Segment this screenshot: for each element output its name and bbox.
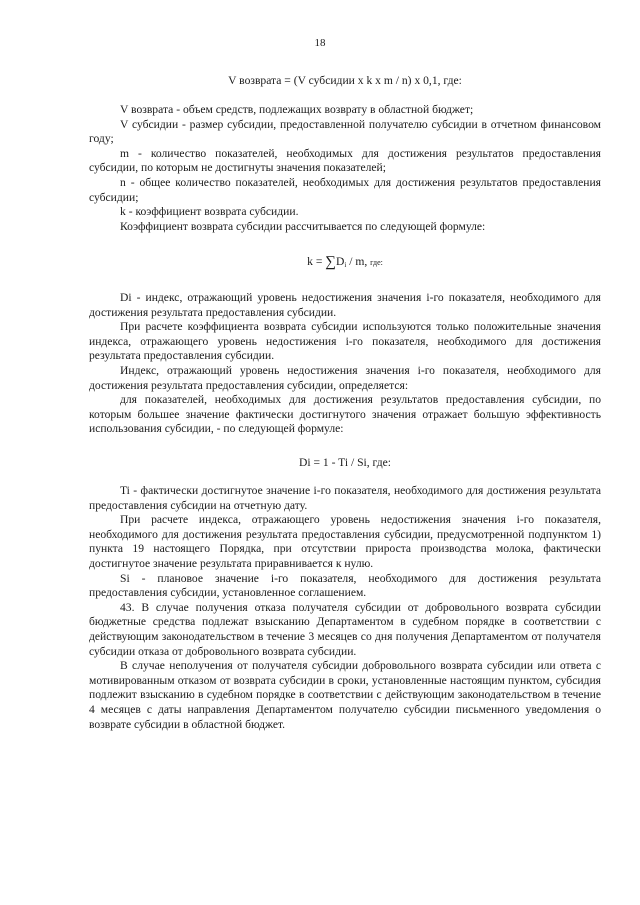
coef-intro: Коэффициент возврата субсидии рассчитывается по следующей формуле: bbox=[120, 219, 486, 233]
page-number: 18 bbox=[314, 37, 326, 49]
paragraph-ti: Ti - фактически достигнутое значение i-го показателя, необходимого для достижения результата предоставления субсидии на отчетную дату. bbox=[89, 484, 601, 512]
paragraph-43: 43. В случае получения отказа получателя субсидии от добровольного возврата субсидии бюджетные средства подлежат взысканию Департаментом в судебном порядке в соответствии с действующим законодательством в течение 3 месяцев со дня получения Департаментом от получателя субсидии отказа от добровольного возврата субсидии. bbox=[89, 600, 601, 658]
paragraph-milk-production: При расчете индекса, отражающего уровень недостижения значения i-го показателя, необходимого для достижения результата предоставления субсидии, предусмотренной подпунктом 1) пункта 19 настоящего Порядка, при отсутствии прироста производства молока, фактически достигнутое значение результата приравнивается к нулю. bbox=[89, 513, 601, 570]
definition-m: m - количество показателей, необходимых для достижения результатов предоставления субсидии, по которым не достигнуты значения показателей; bbox=[89, 146, 601, 175]
formula-k-d: D bbox=[335, 255, 345, 268]
formula-v-return: V возврата = (V субсидии x k x m / n) x 0,1, где: bbox=[228, 74, 462, 87]
formula-k-sub: i bbox=[344, 261, 347, 269]
paragraph-si: Si - плановое значение i-го показателя, необходимого для достижения результата предоставления субсидии, установленное соглашением. bbox=[89, 571, 601, 600]
definition-v-subsidy: V субсидии - размер субсидии, предоставленной получателю субсидии в отчетном финансовом году; bbox=[89, 117, 601, 146]
formula-k bbox=[89, 255, 601, 273]
definition-k: k - коэффициент возврата субсидии. bbox=[120, 205, 299, 219]
formula-k-left: k = bbox=[307, 255, 326, 268]
sigma-symbol: ∑ bbox=[325, 254, 336, 270]
index-block bbox=[89, 291, 601, 437]
definitions-block bbox=[89, 103, 601, 234]
definition-v-return: V возврата - объем средств, подлежащих возврату в областной бюджет; bbox=[120, 103, 474, 116]
final-block bbox=[89, 484, 601, 732]
formula-k-rest: / m, bbox=[346, 255, 371, 268]
formula-di: Di = 1 - Ti / Si, где: bbox=[299, 456, 391, 469]
formula-k-where: где: bbox=[370, 258, 383, 267]
definition-n: n - общее количество показателей, необходимых для достижения результатов предоставления субсидии; bbox=[89, 175, 601, 204]
paragraph-for-indicators: для показателей, необходимых для достижения результатов предоставления субсидии, по которым большее значение фактически достигнутого значения отражает большую эффективность использования субсидии, - по следующей формуле: bbox=[89, 393, 601, 436]
paragraph-index-determined: Индекс, отражающий уровень недостижения значения i-го показателя, необходимого для достижения результата предоставления субсидии, определяется: bbox=[89, 363, 601, 392]
paragraph-di: Di - индекс, отражающий уровень недостижения значения i-го показателя, необходимого для достижения результата предоставления субсидии. bbox=[89, 291, 601, 319]
paragraph-positive-values: При расчете коэффициента возврата субсидии используются только положительные значения индекса, отражающего уровень недостижения i-го показателя, необходимого для достижения результата предоставления субсидии. bbox=[89, 320, 601, 363]
paragraph-court-recovery: В случае неполучения от получателя субсидии добровольного возврата субсидии или ответа с мотивированным отказом от возврата субсидии в сроки, установленные настоящим пунктом, субсидия подлежит взысканию в судебном порядке в соответствии с действующим законодательством в течение 4 месяцев с даты направления Департаментом получателю субсидии письменного уведомления о возврате субсидии в областной бюджет. bbox=[89, 659, 601, 731]
